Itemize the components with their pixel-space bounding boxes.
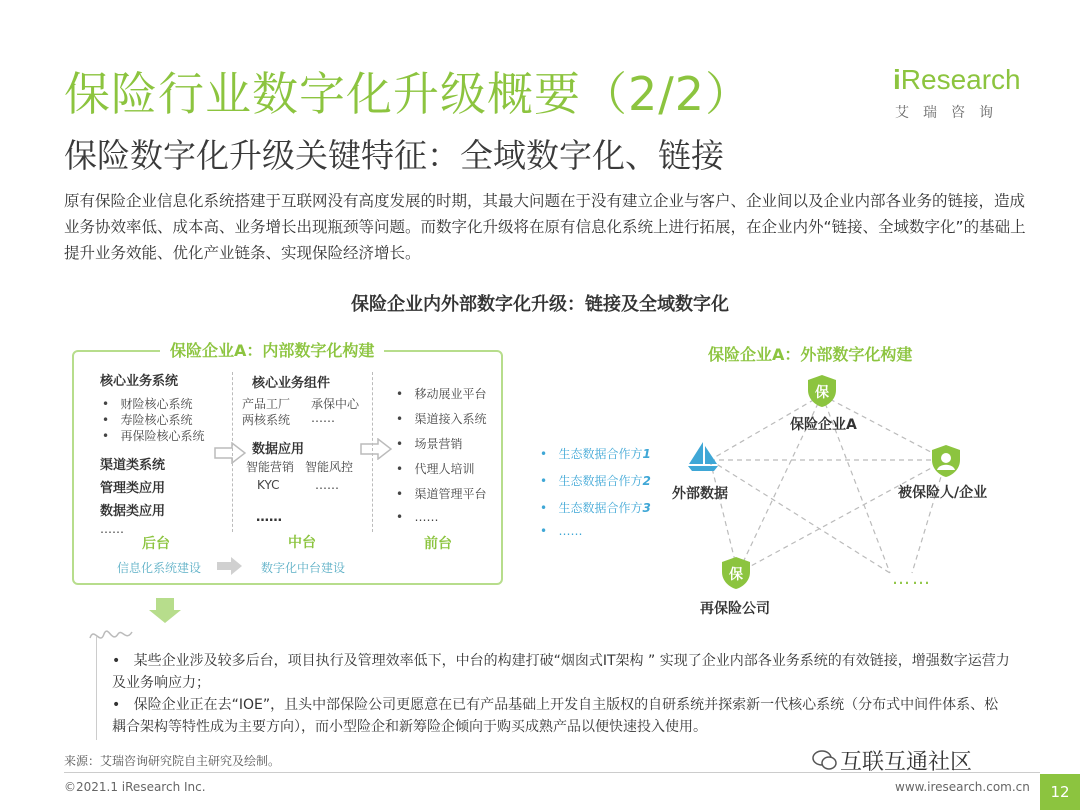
mgmt-app: 管理类应用 [100, 481, 166, 496]
source-note: 来源：艾瑞咨询研究院自主研究及绘制。 [64, 754, 281, 768]
front-label: 前台 [424, 536, 452, 552]
iresearch-logo [893, 64, 1043, 124]
node-reinsurer: 再保险公司 [700, 601, 770, 617]
core-item: • 财险核心系统 [102, 397, 193, 411]
data-app-item: KYC [257, 478, 280, 492]
shield-icon [720, 556, 752, 590]
front-item: • 渠道接入系统 [396, 412, 487, 426]
data-app: 数据类应用 [100, 504, 166, 519]
front-item: • 渠道管理平台 [396, 487, 487, 501]
node-company-a: 保险企业A [790, 417, 857, 433]
front-item: • 场景营销 [396, 437, 463, 451]
copyright: ©2021.1 iResearch Inc. [64, 780, 206, 794]
shield-icon [806, 374, 838, 408]
note-item: • 保险企业正在去“IOE”，且头中部保险公司更愿意在已有产品基础上开发自主版权的自研系统并探索新一代核心系统（分布式中间件体系、松耦合架构等特性成为主要方向），而小型险企和新筹险企倾向于购买成熟产品以便快速投入使用。 [112, 697, 999, 735]
info-system-build: 信息化系统建设 [117, 561, 202, 575]
component-item: 产品工厂 [242, 397, 291, 411]
component-item: …… [311, 411, 335, 425]
page-number: 12 [1040, 774, 1080, 810]
note-item: • 某些企业涉及较多后台，项目执行及管理效率低下，中台的构建打破“烟囱式IT架构 ” 实现了企业内部各业务系统的有效链接，增强数字运营力及业务响应力； [112, 653, 1010, 691]
site-url: www.iresearch.com.cn [895, 780, 1030, 794]
wechat-icon [812, 748, 838, 776]
node-insured: 被保险人/企业 [898, 485, 988, 501]
data-app-title: 数据应用 [252, 442, 305, 457]
channel-system: 渠道类系统 [100, 458, 166, 473]
user-shield-icon [930, 444, 962, 478]
watermark: 互联互通社区 [840, 750, 973, 775]
arrow-right-icon [217, 557, 243, 575]
eco-partner: • 生态数据合作方3 [540, 501, 651, 515]
front-item: • 移动展业平台 [396, 387, 487, 401]
core-item: • 再保险核心系统 [102, 429, 205, 443]
page-title: 保险行业数字化升级概要（2/2） [64, 67, 753, 121]
node-external-data: 外部数据 [672, 486, 728, 502]
data-app-item: 智能营销 [246, 460, 295, 474]
backend-label: 后台 [142, 536, 170, 552]
data-app-item: 智能风控 [305, 460, 354, 474]
svg-text:保: 保 [729, 567, 743, 583]
node-more: …… [892, 568, 932, 589]
logo-cn: 艾瑞咨询 [895, 105, 1007, 121]
svg-text:保: 保 [815, 385, 829, 401]
arrow-down-icon [148, 598, 182, 624]
arrow-right-icon [214, 442, 246, 464]
component-title: 核心业务组件 [252, 376, 331, 391]
eco-partner: • …… [540, 524, 583, 538]
sailboat-icon [686, 440, 720, 472]
diagram-title: 保险企业内外部数字化升级：链接及全域数字化 [351, 294, 729, 315]
middle-platform-build: 数字化中台建设 [261, 561, 346, 575]
middle-label: 中台 [288, 535, 316, 551]
logo-i: i [893, 64, 901, 95]
eco-partner: • 生态数据合作方2 [540, 474, 651, 488]
logo-research: Research [900, 64, 1021, 95]
logo-wordmark [893, 64, 1021, 96]
component-item: 承保中心 [311, 397, 360, 411]
page-subtitle: 保险数字化升级关键特征：全域数字化、链接 [64, 136, 724, 175]
internal-label: 保险企业A：内部数字化构建 [160, 338, 384, 361]
front-item: • 代理人培训 [396, 462, 475, 476]
core-system-title: 核心业务系统 [100, 374, 179, 389]
data-app-item: …… [315, 478, 339, 492]
backend-more: …… [100, 522, 124, 536]
arrow-right-icon [360, 438, 392, 460]
external-label: 保险企业A：外部数字化构建 [708, 345, 913, 364]
middle-more: …… [256, 510, 282, 525]
component-item: 两核系统 [242, 413, 291, 427]
front-item: • …… [396, 510, 439, 524]
core-item: • 寿险核心系统 [102, 413, 193, 427]
eco-partner: • 生态数据合作方1 [540, 447, 651, 461]
intro-paragraph: 原有保险企业信息化系统搭建于互联网没有高度发展的时期，其最大问题在于没有建立企业与客户、企业间以及企业内部各业务的链接，造成业务协效率低、成本高、业务增长出现瓶颈等问题。而数字化升级将在原有信息化系统上进行拓展，在企业内外“链接、全域数字化”的基础上提升业务效能、优化产业链条、实现保险经济增长。 [64, 192, 1026, 262]
